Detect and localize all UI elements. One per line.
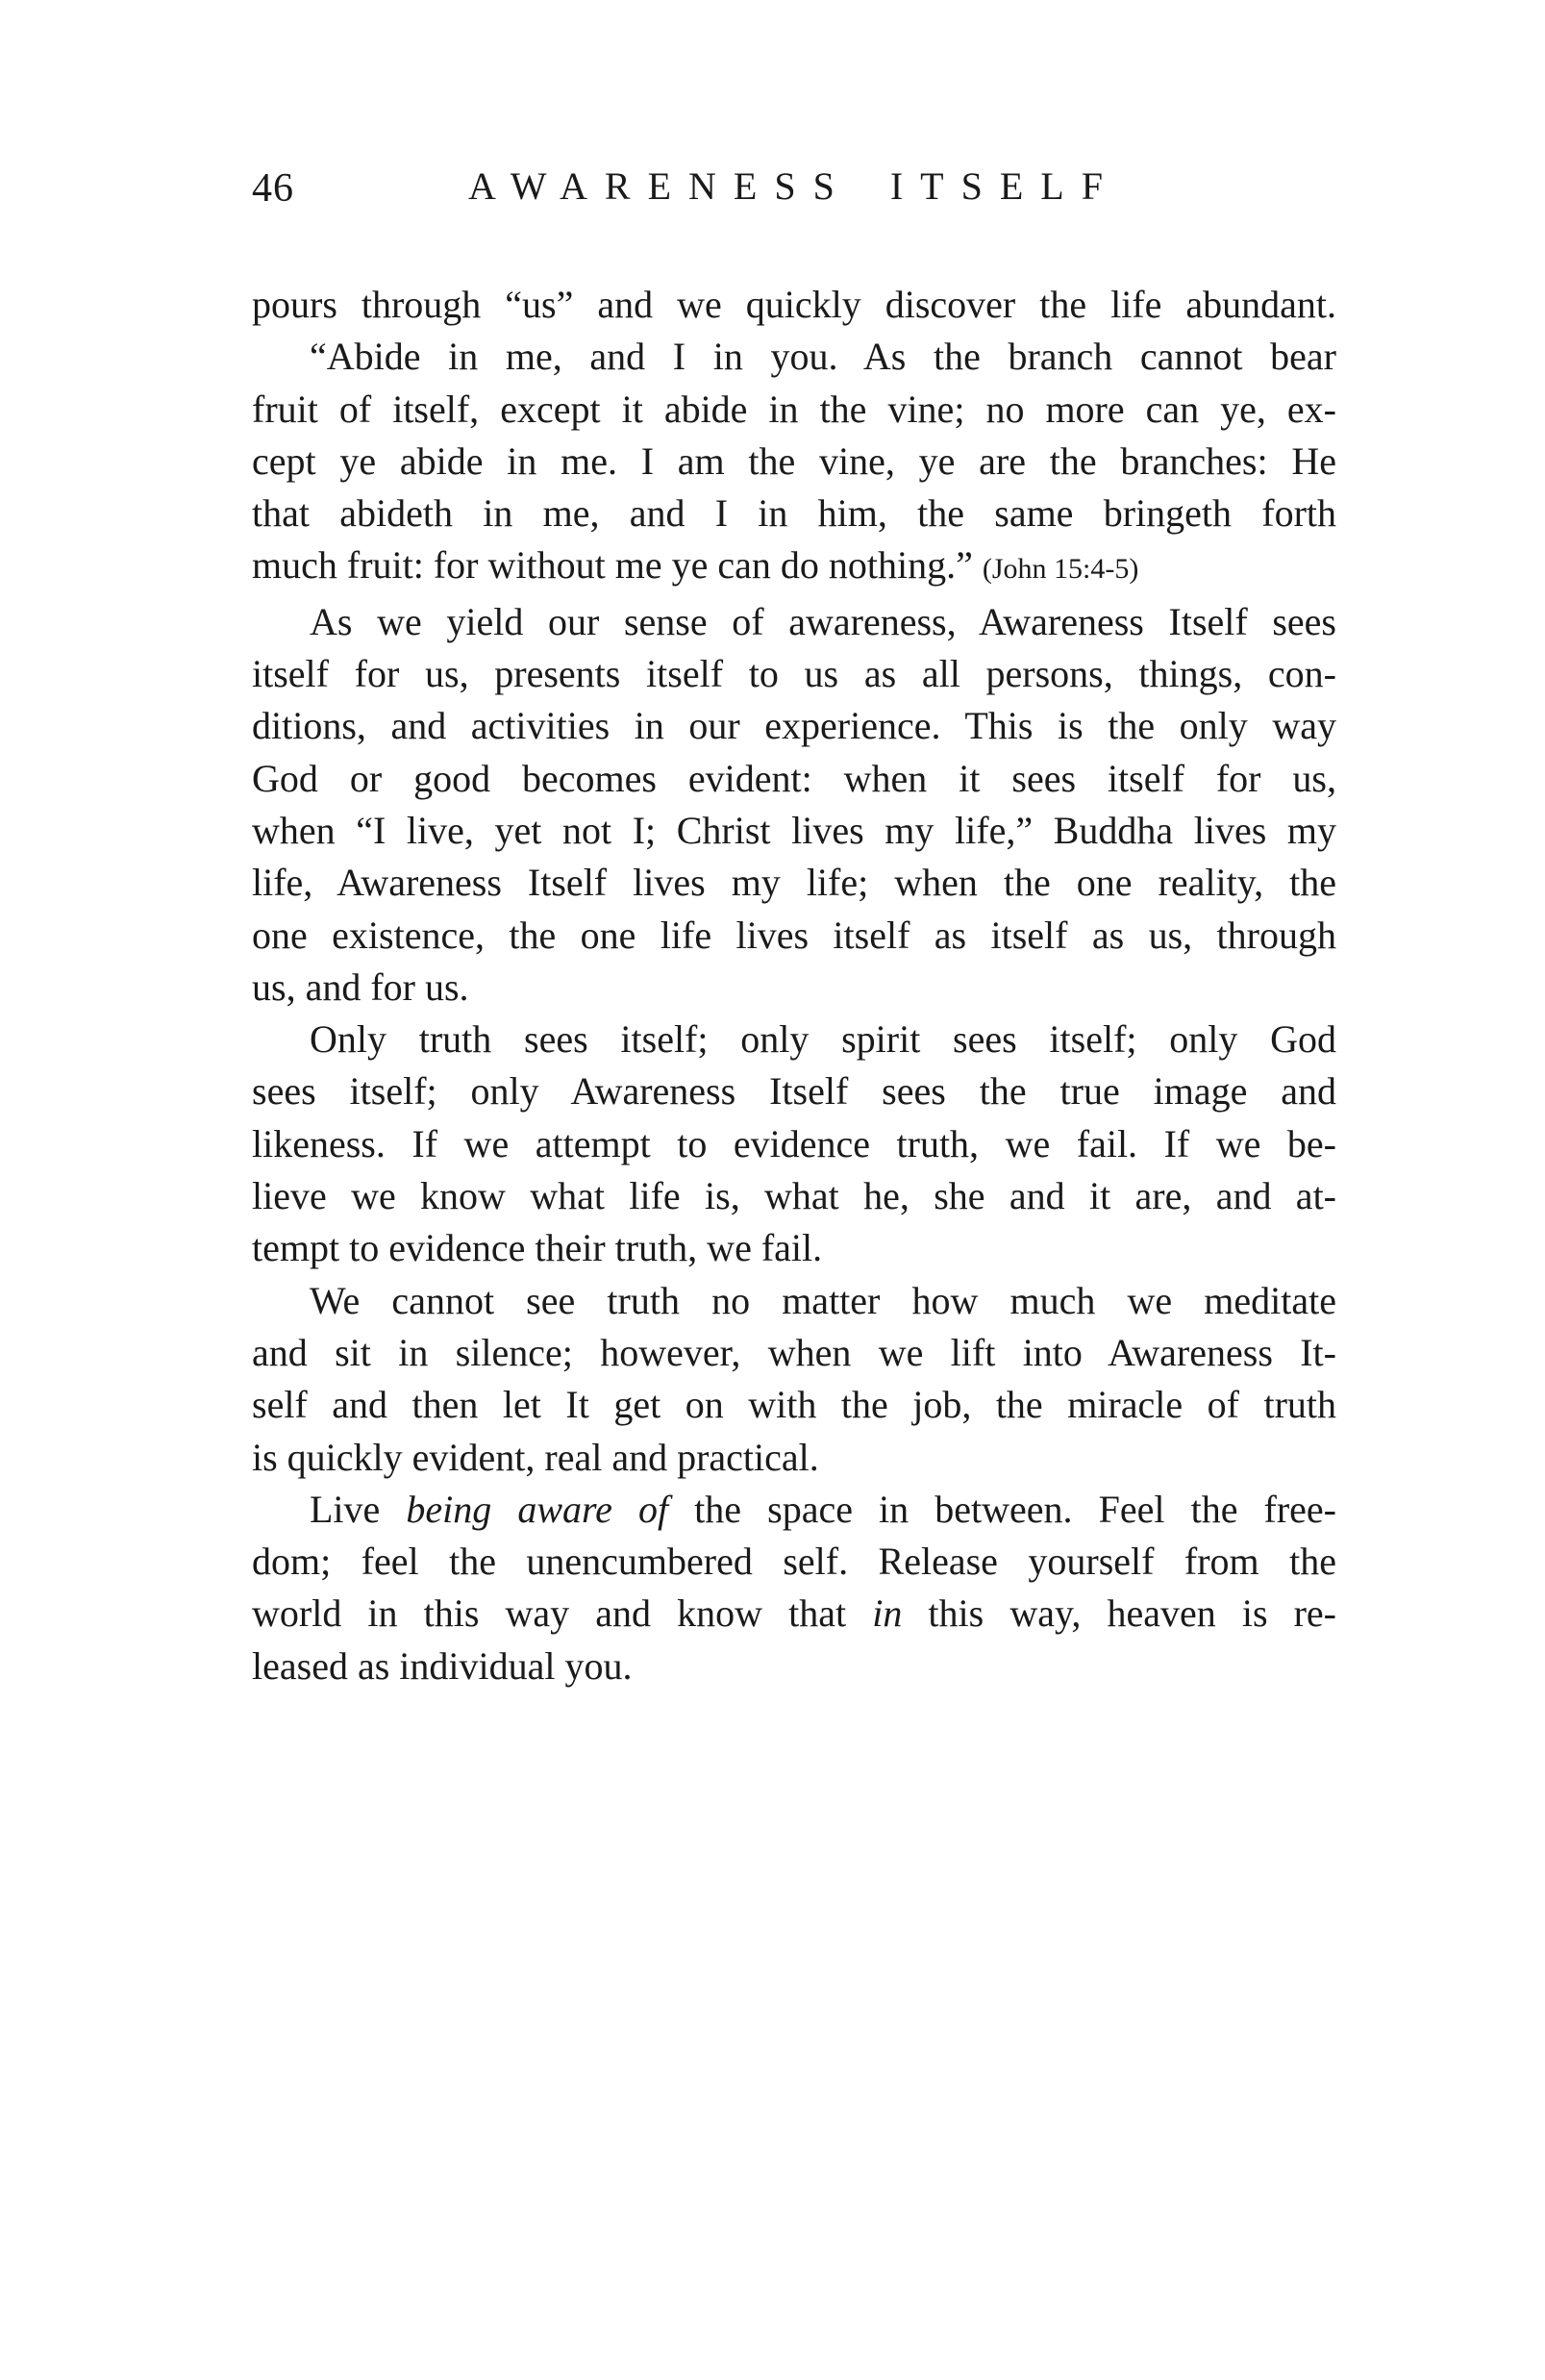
text-line (252, 1379, 1336, 1431)
page-header (252, 163, 1336, 212)
emphasized-text: being aware of (406, 1487, 669, 1531)
paragraph (252, 1014, 1336, 1274)
text-line (252, 648, 1336, 700)
text-segment: leased as individual you. (252, 1643, 633, 1688)
text-segment: is quickly evident, real and practical. (252, 1435, 819, 1479)
text-segment: Only truth sees itself; only spirit sees itself; only God (310, 1017, 1336, 1062)
text-line (252, 331, 1336, 383)
text-line (252, 279, 1336, 331)
text-line (252, 436, 1336, 488)
text-line (252, 962, 1336, 1014)
paragraph (252, 1275, 1336, 1484)
page-number: 46 (252, 166, 294, 211)
text-segment: “Abide in me, and I in you. As the branch cannot bear (310, 335, 1336, 379)
text-line (252, 1536, 1336, 1588)
text-line (252, 1065, 1336, 1117)
paragraph (252, 279, 1336, 331)
text-line (252, 596, 1336, 648)
text-segment: We cannot see truth no matter how much we meditate (310, 1278, 1336, 1322)
text-segment: pours through “us” and we quickly discover the life abundant. (252, 283, 1336, 326)
text-segment: self and then let It get on with the job, the miracle of truth (252, 1383, 1336, 1427)
text-segment: ditions, and activities in our experience. This is the only way (252, 704, 1336, 748)
text-line (252, 1641, 1336, 1692)
text-segment: itself for us, presents itself to us as all persons, things, con- (252, 652, 1336, 696)
text-segment: and sit in silence; however, when we lift into Awareness It- (252, 1330, 1336, 1374)
text-line (252, 1588, 1336, 1640)
text-line (252, 1170, 1336, 1222)
text-line (252, 910, 1336, 962)
text-line (252, 753, 1336, 805)
emphasized-text: in (872, 1591, 903, 1636)
text-segment: fruit of itself, except it abide in the vine; no more can ye, ex- (252, 387, 1336, 431)
text-segment: lieve we know what life is, what he, she and it are, and at- (252, 1174, 1336, 1218)
text-line (252, 1327, 1336, 1379)
text-line (252, 488, 1336, 539)
text-segment: this way, heaven is re- (902, 1591, 1337, 1636)
text-line (252, 700, 1336, 752)
text-segment: As we yield our sense of awareness, Awareness Itself sees (310, 599, 1336, 643)
text-segment: one existence, the one life lives itself as itself as us, through (252, 913, 1336, 957)
text-segment: the space in between. Feel the free- (668, 1487, 1337, 1531)
text-line (252, 805, 1336, 857)
text-line (252, 1014, 1336, 1065)
text-line (252, 1432, 1336, 1484)
text-segment: likeness. If we attempt to evidence truth, we fail. If we be- (252, 1121, 1336, 1165)
paragraph (252, 331, 1336, 595)
text-line (252, 857, 1336, 909)
text-line (252, 384, 1336, 436)
text-segment: tempt to evidence their truth, we fail. (252, 1226, 823, 1270)
paragraph (252, 1484, 1336, 1692)
text-segment: dom; feel the unencumbered self. Release yourself from the (252, 1540, 1336, 1584)
text-segment: world in this way and know that (252, 1591, 873, 1636)
text-segment: when “I live, yet not I; Christ lives my life,” Buddha lives my (252, 808, 1336, 852)
text-line (252, 539, 1336, 595)
text-segment: that abideth in me, and I in him, the same bringeth forth (252, 491, 1336, 536)
text-segment: us, and for us. (252, 965, 469, 1009)
text-segment: life, Awareness Itself lives my life; when the one reality, the (252, 861, 1336, 905)
running-head: AWARENESS ITSELF (468, 164, 1120, 208)
text-segment: God or good becomes evident: when it sees itself for us, (252, 756, 1336, 800)
text-line (252, 1275, 1336, 1327)
text-segment: much fruit: for without me ye can do nothing.” (252, 543, 983, 588)
paragraph (252, 596, 1336, 1014)
text-segment: sees itself; only Awareness Itself sees the true image and (252, 1069, 1336, 1114)
body-text (252, 279, 1336, 1692)
text-line (252, 1222, 1336, 1274)
text-line (252, 1118, 1336, 1170)
text-segment: cept ye abide in me. I am the vine, ye are the branches: He (252, 438, 1336, 483)
text-line (252, 1484, 1336, 1536)
text-segment: Live (310, 1487, 407, 1531)
scripture-citation: (John 15:4-5) (982, 553, 1139, 586)
